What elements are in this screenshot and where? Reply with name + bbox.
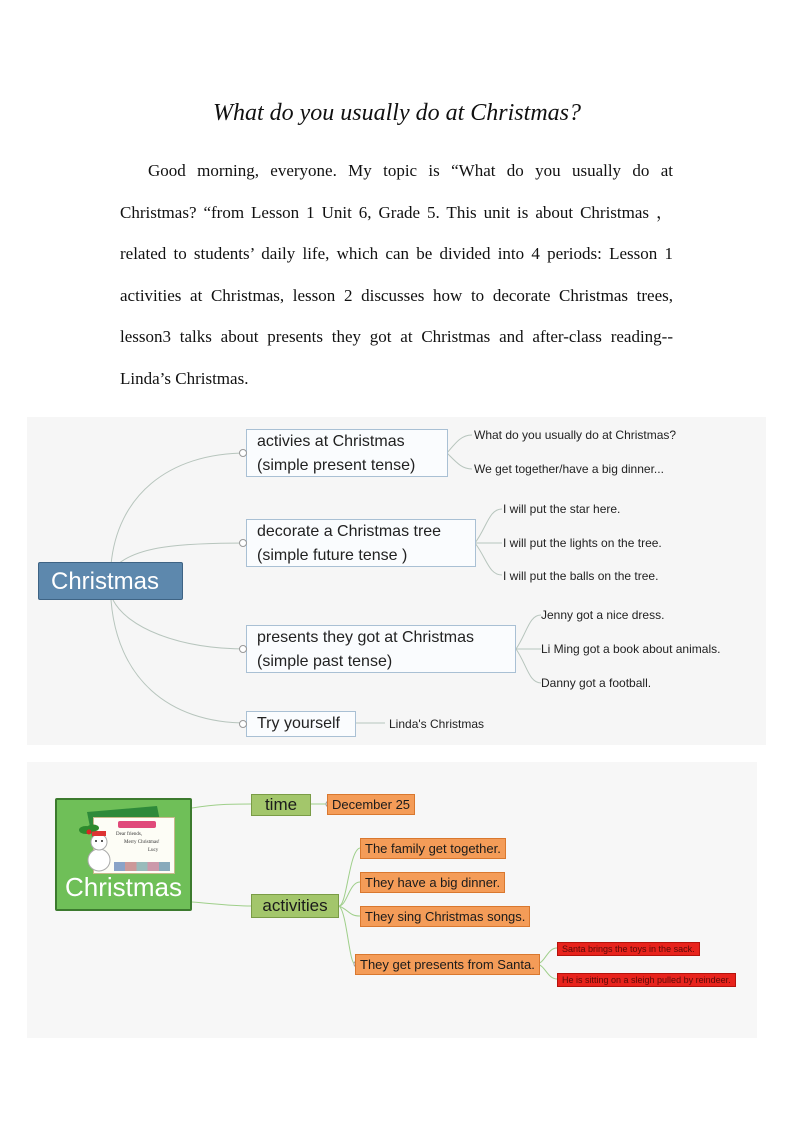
document-title: What do you usually do at Christmas? — [212, 100, 581, 126]
leaf-lindas-christmas: Linda's Christmas — [389, 717, 484, 731]
branch-activities-title: activies at Christmas — [257, 433, 405, 450]
branch-activities-tense: (simple present tense) — [257, 457, 416, 474]
card-line3: Lucy — [148, 848, 159, 853]
card-houses — [114, 862, 170, 871]
node-date: December 25 — [327, 794, 415, 815]
leaf-lights: I will put the lights on the tree. — [503, 536, 662, 550]
leaf-li-ming: Li Ming got a book about animals. — [541, 642, 721, 656]
node-time: time — [251, 794, 311, 816]
leaf-activities-answer: We get together/have a big dinner... — [474, 462, 664, 476]
mindmap-lesson-periods — [27, 417, 766, 745]
branch-collapse-toggle[interactable] — [239, 539, 247, 547]
christmas-card-image — [93, 817, 175, 874]
branch-collapse-toggle[interactable] — [239, 449, 247, 457]
holly-icon — [78, 820, 100, 840]
card-banner — [118, 821, 156, 828]
santa-detail-sleigh: He is sitting on a sleigh pulled by reindeer. — [557, 973, 736, 987]
activity-family: The family get together. — [360, 838, 506, 859]
branch-collapse-toggle[interactable] — [239, 645, 247, 653]
branch-decorate-tree — [246, 519, 476, 567]
mindmap-christmas-facts — [27, 762, 757, 1038]
leaf-jenny: Jenny got a nice dress. — [541, 608, 665, 622]
map2-root-node — [55, 798, 192, 911]
intro-paragraph — [120, 150, 673, 400]
node-activities: activities — [251, 894, 339, 918]
leaf-activities-question: What do you usually do at Christmas? — [474, 428, 677, 442]
map2-root-label: Christmas — [64, 872, 182, 902]
card-line2: Merry Christmas! — [124, 840, 160, 845]
branch-decorate-title: decorate a Christmas tree — [257, 523, 442, 540]
santa-detail-sack: Santa brings the toys in the sack. — [557, 942, 700, 956]
branch-presents-title: presents they got at Christmas — [257, 629, 474, 646]
leaf-balls: I will put the balls on the tree. — [503, 569, 659, 583]
leaf-star: I will put the star here. — [503, 502, 621, 516]
branch-activities — [246, 429, 448, 477]
card-line1: Dear friends, — [116, 832, 143, 837]
leaf-danny: Danny got a football. — [541, 676, 652, 690]
branch-collapse-toggle[interactable] — [239, 720, 247, 728]
activity-presents: They get presents from Santa. — [355, 954, 540, 975]
branch-try-yourself — [246, 711, 356, 737]
branch-try-title: Try yourself — [257, 715, 340, 732]
branch-presents — [246, 625, 516, 673]
activity-dinner: They have a big dinner. — [360, 872, 505, 893]
intro-text: Good morning, everyone. My topic is “What do you usually do at Christmas? “from Lesson 1 Unit 6, Grade 5. This unit is about Christmas ，related to students’ daily life, which can be divided into 4 periods: Lesson 1 activities at Christmas, lesson 2 discusses how to decorate Christmas trees, lesson3 talks about presents they got at Christmas and after-class reading-- Linda’s Christmas. — [120, 161, 673, 388]
branch-decorate-tense: (simple future tense ) — [257, 547, 408, 564]
activity-songs: They sing Christmas songs. — [360, 906, 530, 927]
map1-root-node: Christmas — [38, 562, 183, 600]
branch-presents-tense: (simple past tense) — [257, 653, 393, 670]
